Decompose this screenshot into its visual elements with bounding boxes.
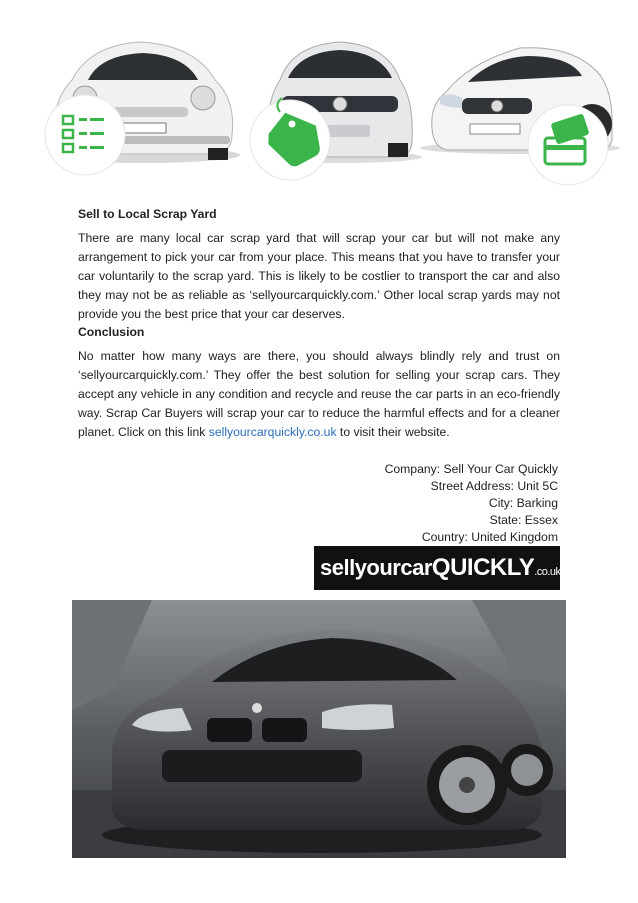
credit-cards-icon [528, 105, 608, 185]
conclusion-text-end: to visit their website. [336, 425, 450, 439]
logo-text-part3: .co.uk [534, 566, 561, 578]
conclusion-text-start: No matter how many ways are there, you should always blindly rely and trust on ‘sellyourcarquickly.com.’ They offer the best solution for selling your scrap cars. They accept any vehicle in any condition and recycle and reuse the car parts in an eco-friendly way. Scrap Car Buyers will scrap your car to reduce the harmful effects and for a cleaner planet. Click on this link [78, 349, 560, 439]
state: State: Essex [489, 513, 558, 527]
company-name: Company: Sell Your Car Quickly [384, 462, 558, 476]
country: Country: United Kingdom [421, 530, 558, 544]
street-address: Street Address: Unit 5C [430, 479, 558, 493]
section-paragraph-conclusion [78, 347, 560, 442]
section-heading-conclusion: Conclusion [78, 325, 145, 339]
logo-text-part1: sellyourcar [320, 555, 432, 580]
checklist-icon [45, 95, 125, 175]
logo-text-part2: QUICKLY [431, 554, 535, 581]
section-heading-scrap-yard: Sell to Local Scrap Yard [78, 207, 217, 221]
website-link[interactable]: sellyourcarquickly.co.uk [208, 425, 337, 439]
city: City: Barking [488, 496, 558, 510]
company-logo [314, 546, 560, 590]
hero-cars-banner [0, 0, 638, 195]
grey-coupe-photo [72, 600, 566, 858]
section-paragraph-scrap-yard: There are many local car scrap yard that will scrap your car but will not make any arrangement to pick your car from your place. This means that you have to transfer your car voluntarily to the scrap yard. This is likely to be costlier to transport the car and also they may not be as reliable as ‘sellyourcarquickly.com.’ Other local scrap yards may not provide you the best price that your car deserves. [78, 231, 560, 321]
company-address-block [385, 461, 558, 546]
